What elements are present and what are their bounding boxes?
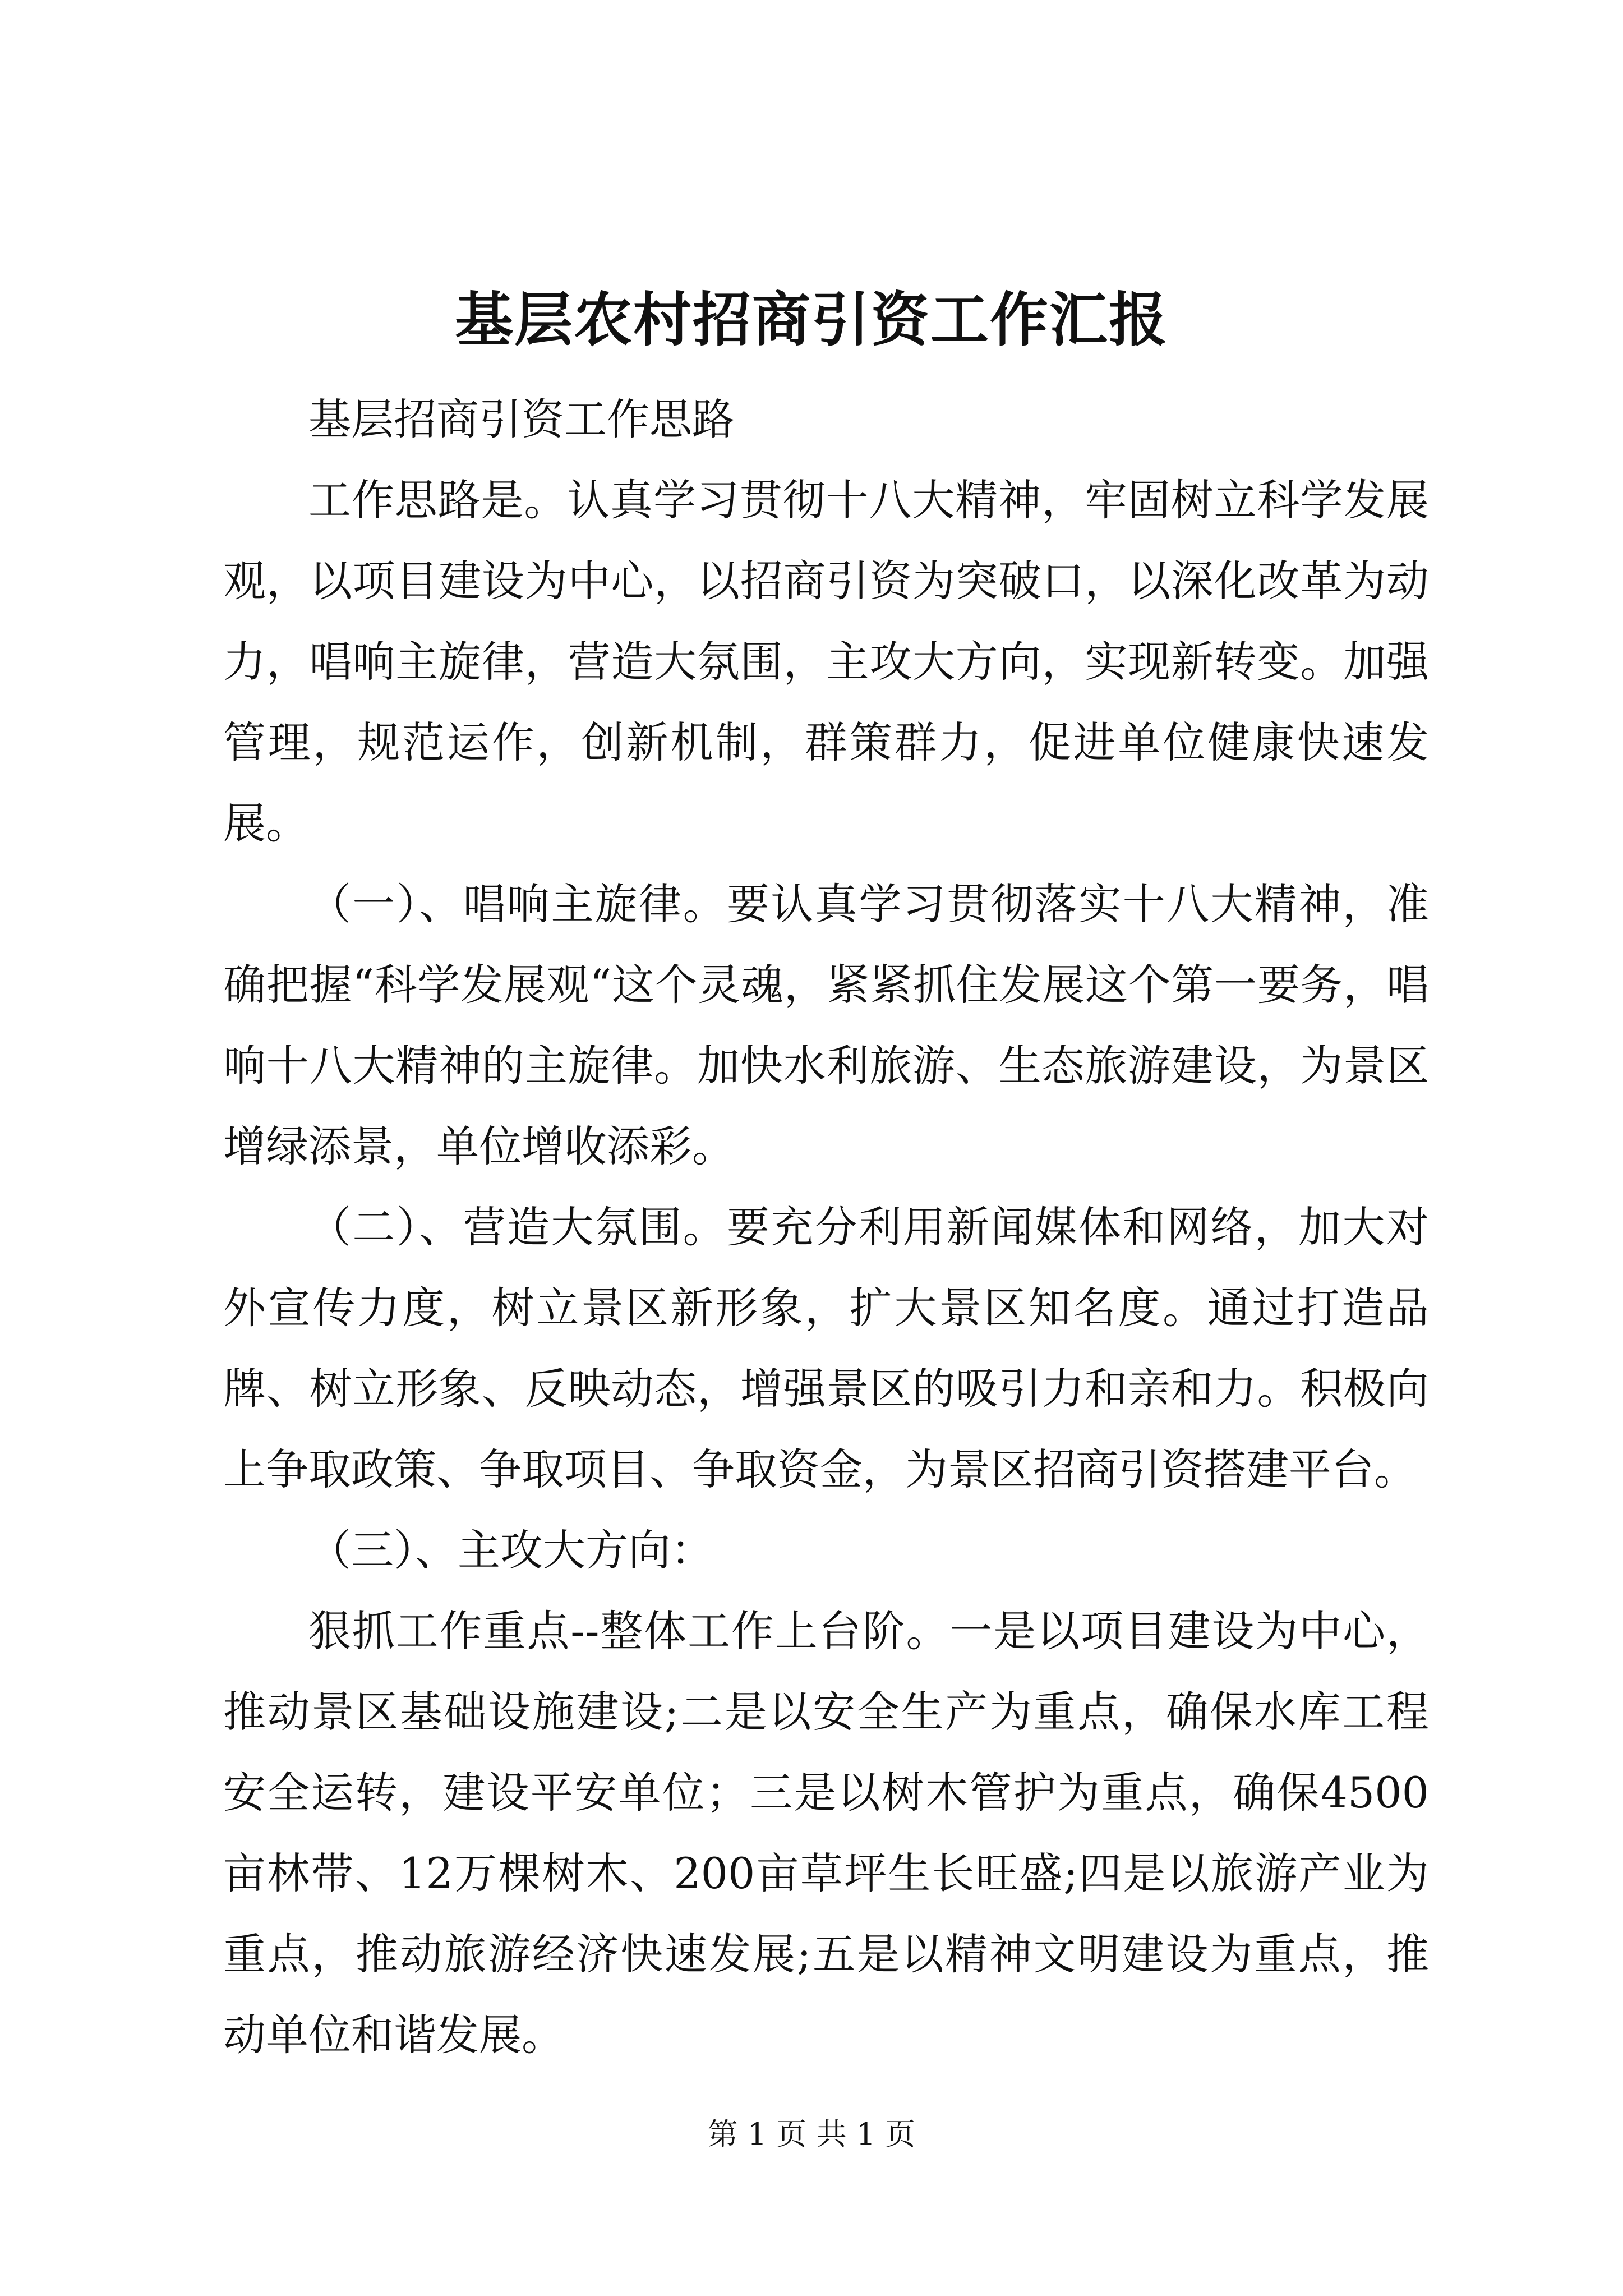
document-title: 基层农村招商引资工作汇报 [454,285,1168,354]
document-body [223,379,1429,2076]
paragraph-subtitle: 基层招商引资工作思路 [308,394,735,444]
paragraph-section-3-body: 狠抓工作重点--整体工作上台阶。一是以项目建设为中心，推动景区基础设施建设;二是以安全生产为重点，确保水库工程安全运转，建设平安单位；三是以树木管护为重点，确保4500亩林带、12万棵树木、200亩草坪生长旺盛;四是以旅游产业为重点，推动旅游经济快速发展;五是以精神文明建设为重点，推动单位和谐发展。 [223,1606,1429,2060]
paragraph-section-3-heading: （三）、主攻大方向： [308,1525,713,1575]
paragraph-section-2: （二）、营造大氛围。要充分利用新闻媒体和网络，加大对外宣传力度，树立景区新形象，扩大景区知名度。通过打造品牌、树立形象、反映动态，增强景区的吸引力和亲和力。积极向上争取政策、争取项目、争取资金，为景区招商引资搭建平台。 [223,1202,1429,1494]
paragraph-section-1: （一）、唱响主旋律。要认真学习贯彻落实十八大精神，准确把握“科学发展观“这个灵魂，紧紧抓住发展这个第一要务，唱响十八大精神的主旋律。加快水利旅游、生态旅游建设，为景区增绿添景，单位增收添彩。 [223,879,1429,1171]
paragraph-overview: 工作思路是。认真学习贯彻十八大精神，牢固树立科学发展观，以项目建设为中心，以招商引资为突破口，以深化改革为动力，唱响主旋律，营造大氛围，主攻大方向，实现新转变。加强管理，规范运作，创新机制，群策群力，促进单位健康快速发展。 [223,475,1429,848]
page-footer: 第 1 页 共 1 页 [707,2116,916,2152]
